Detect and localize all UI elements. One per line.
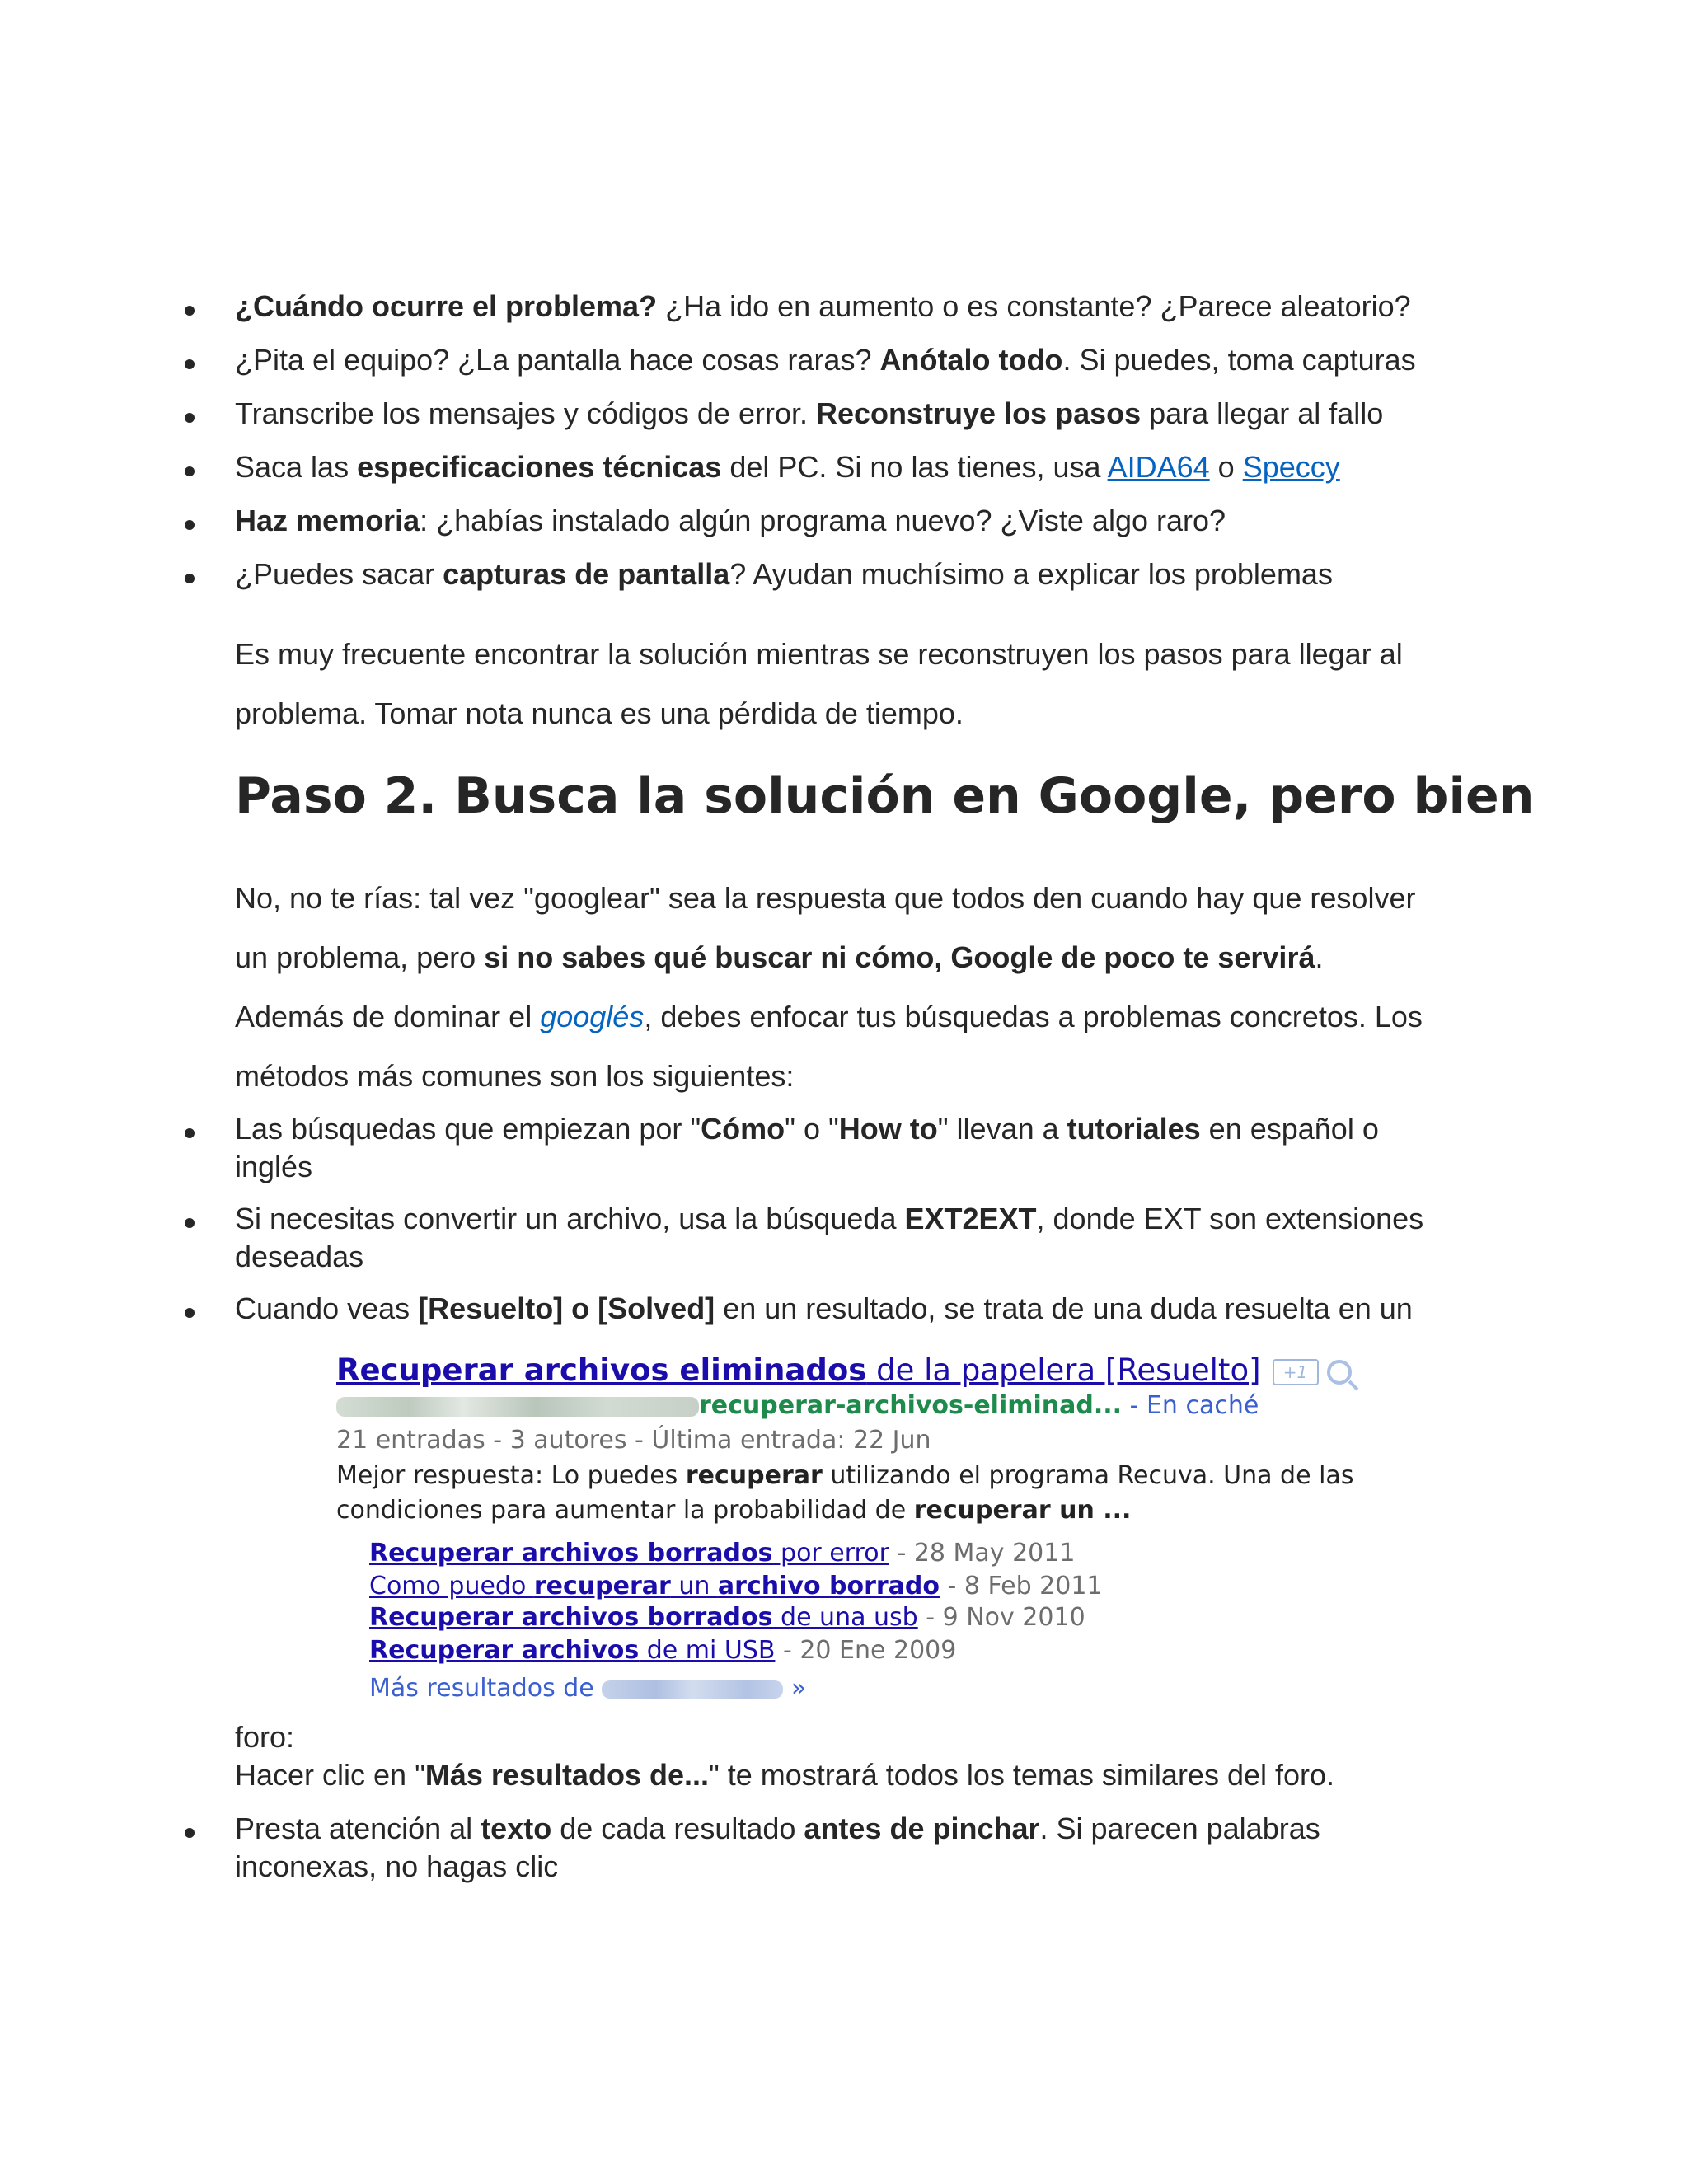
separator: -	[1122, 1391, 1146, 1420]
bold-text: un ...	[1050, 1496, 1132, 1525]
text: Si necesitas convertir un archivo, usa la búsqueda	[235, 1202, 905, 1235]
text: , debes enfocar tus búsquedas a problemas concretos. Los	[644, 1000, 1423, 1033]
paragraph-line: métodos más comunes son los siguientes:	[235, 1059, 795, 1093]
text: : ¿habías instalado algún programa nuevo? ¿Viste algo raro?	[420, 504, 1226, 537]
list-item	[235, 502, 1226, 540]
bold-text: especificaciones técnicas	[357, 450, 722, 484]
list-item	[235, 341, 1416, 379]
text: en español o	[1200, 1112, 1379, 1146]
cache-link[interactable]: En caché	[1146, 1391, 1259, 1420]
text: o	[1209, 450, 1243, 484]
text: , donde EXT son extensiones	[1036, 1202, 1424, 1235]
bold-text: ¿Cuándo ocurre el problema?	[235, 289, 658, 323]
paragraph-line	[235, 998, 1423, 1036]
magnifier-icon[interactable]	[1327, 1360, 1352, 1385]
googles-link[interactable]: googlés	[540, 1000, 645, 1033]
list-item	[235, 1200, 1423, 1238]
blurred-domain	[336, 1397, 699, 1417]
sub-result-link[interactable]: Como puedo recuperar un archivo borrado	[369, 1572, 940, 1601]
search-result-screenshot	[330, 1352, 1352, 1722]
bold-text: Reconstruye los pasos	[815, 396, 1142, 430]
text: Además de dominar el	[235, 1000, 541, 1033]
bold-text: capturas de pantalla	[443, 557, 730, 591]
bold-text: texto	[481, 1811, 552, 1845]
text: .	[1315, 940, 1324, 974]
sub-result-link[interactable]: Recuperar archivos borrados de una usb	[369, 1603, 918, 1632]
more-results-arrow: »	[783, 1674, 807, 1703]
sub-result-link[interactable]: Recuperar archivos borrados por error	[369, 1539, 889, 1568]
list-item	[235, 448, 1340, 486]
bullet	[185, 306, 195, 316]
list-item	[235, 1810, 1320, 1848]
bullet	[185, 574, 195, 583]
bold-text: Más resultados de...	[424, 1758, 709, 1792]
blurred-domain	[602, 1680, 783, 1699]
bullet	[185, 1828, 195, 1838]
bold-text: [Resuelto] o [Solved]	[418, 1291, 715, 1325]
text: de cada resultado	[551, 1811, 804, 1845]
result-title-rest: de la papelera [Resuelto]	[866, 1352, 1261, 1388]
text: " o "	[785, 1112, 839, 1146]
result-title-bold: Recuperar archivos eliminados	[336, 1352, 867, 1388]
paragraph-line: No, no te rías: tal vez "googlear" sea la respuesta que todos den cuando hay que resolver	[235, 881, 1416, 915]
bold-text: How to	[838, 1112, 938, 1146]
sub-result	[369, 1571, 1103, 1602]
text: para llegar al fallo	[1141, 396, 1384, 430]
bullet	[185, 520, 195, 530]
sub-result	[369, 1538, 1075, 1569]
text: . Si puedes, toma capturas	[1062, 343, 1416, 377]
paragraph-line: Es muy frecuente encontrar la solución mientras se reconstruyen los pasos para llegar al	[235, 637, 1403, 671]
bold-text: antes de pinchar	[804, 1811, 1040, 1845]
text: Hacer clic en "	[235, 1758, 425, 1792]
bullet	[185, 359, 195, 369]
bullet	[185, 413, 195, 423]
paragraph-line: problema. Tomar nota nunca es una pérdida de tiempo.	[235, 696, 964, 730]
bold-text: si no sabes qué buscar ni cómo, Google de poco te servirá	[484, 940, 1315, 974]
text: del PC. Si no las tienes, usa	[721, 450, 1108, 484]
list-item-continuation: foro:	[235, 1720, 295, 1754]
bullet	[185, 1128, 195, 1138]
list-item	[235, 1290, 1413, 1328]
text: Cuando veas	[235, 1291, 419, 1325]
text: " llevan a	[937, 1112, 1067, 1146]
note-line	[235, 1756, 1334, 1794]
list-item-continuation: deseadas	[235, 1240, 364, 1273]
sub-result-date: - 20 Ene 2009	[775, 1636, 957, 1665]
bold-text: Haz memoria	[235, 504, 420, 537]
sub-result	[369, 1635, 956, 1666]
list-item	[235, 555, 1333, 593]
plus-one-button[interactable]: +1	[1273, 1359, 1319, 1385]
bold-text: EXT2EXT	[904, 1202, 1037, 1235]
result-meta: 21 entradas - 3 autores - Última entrada: 22 Jun	[336, 1426, 931, 1455]
bold-text: Anótalo todo	[879, 343, 1063, 377]
sub-result	[369, 1602, 1085, 1633]
bold-text: recuperar	[685, 1461, 823, 1490]
sub-result-date: - 9 Nov 2010	[917, 1603, 1085, 1632]
list-item-continuation: inglés	[235, 1150, 313, 1183]
text: ? Ayudan muchísimo a explicar los problemas	[729, 557, 1333, 591]
text: en un resultado, se trata de una duda resuelta en un	[715, 1291, 1413, 1325]
sub-result-date: - 28 May 2011	[889, 1539, 1076, 1568]
list-item	[235, 395, 1383, 433]
bullet	[185, 466, 195, 476]
result-snippet	[336, 1459, 1358, 1528]
text: un problema, pero	[235, 940, 485, 974]
bullet	[185, 1308, 195, 1318]
list-item	[235, 288, 1411, 326]
aida64-link[interactable]: AIDA64	[1107, 450, 1210, 484]
bold-text: recuperar	[913, 1496, 1051, 1525]
result-url-path: recuperar-archivos-eliminad...	[699, 1391, 1123, 1420]
result-url	[336, 1390, 1259, 1422]
text: . Si parecen palabras	[1039, 1811, 1320, 1845]
text: condiciones para aumentar la probabilidad de	[336, 1496, 914, 1525]
text: " te mostrará todos los temas similares del foro.	[708, 1758, 1335, 1792]
more-results-label: Más resultados de	[369, 1674, 594, 1703]
bold-text: tutoriales	[1067, 1112, 1201, 1146]
text: Las búsquedas que empiezan por "	[235, 1112, 701, 1146]
sub-result-link[interactable]: Recuperar archivos de mi USB	[369, 1636, 776, 1665]
text: Saca las	[235, 450, 358, 484]
text: Mejor respuesta: Lo puedes	[336, 1461, 686, 1490]
text: utilizando el programa Recuva. Una de las	[822, 1461, 1354, 1490]
bold-text: Cómo	[701, 1112, 785, 1146]
sub-result-date: - 8 Feb 2011	[940, 1572, 1103, 1601]
result-title[interactable]	[336, 1352, 1352, 1390]
text: Presta atención al	[235, 1811, 481, 1845]
text: ¿Ha ido en aumento o es constante? ¿Parece aleatorio?	[657, 289, 1411, 323]
paragraph-line	[235, 939, 1323, 977]
list-item	[235, 1110, 1379, 1148]
more-results[interactable]	[369, 1673, 806, 1704]
section-heading: Paso 2. Busca la solución en Google, pero bien	[235, 767, 1535, 825]
text: ¿Puedes sacar	[235, 557, 443, 591]
text: Transcribe los mensajes y códigos de error.	[235, 396, 816, 430]
list-item-continuation: inconexas, no hagas clic	[235, 1849, 559, 1883]
bullet	[185, 1218, 195, 1228]
speccy-link[interactable]: Speccy	[1242, 450, 1340, 484]
text: ¿Pita el equipo? ¿La pantalla hace cosas raras?	[235, 343, 880, 377]
